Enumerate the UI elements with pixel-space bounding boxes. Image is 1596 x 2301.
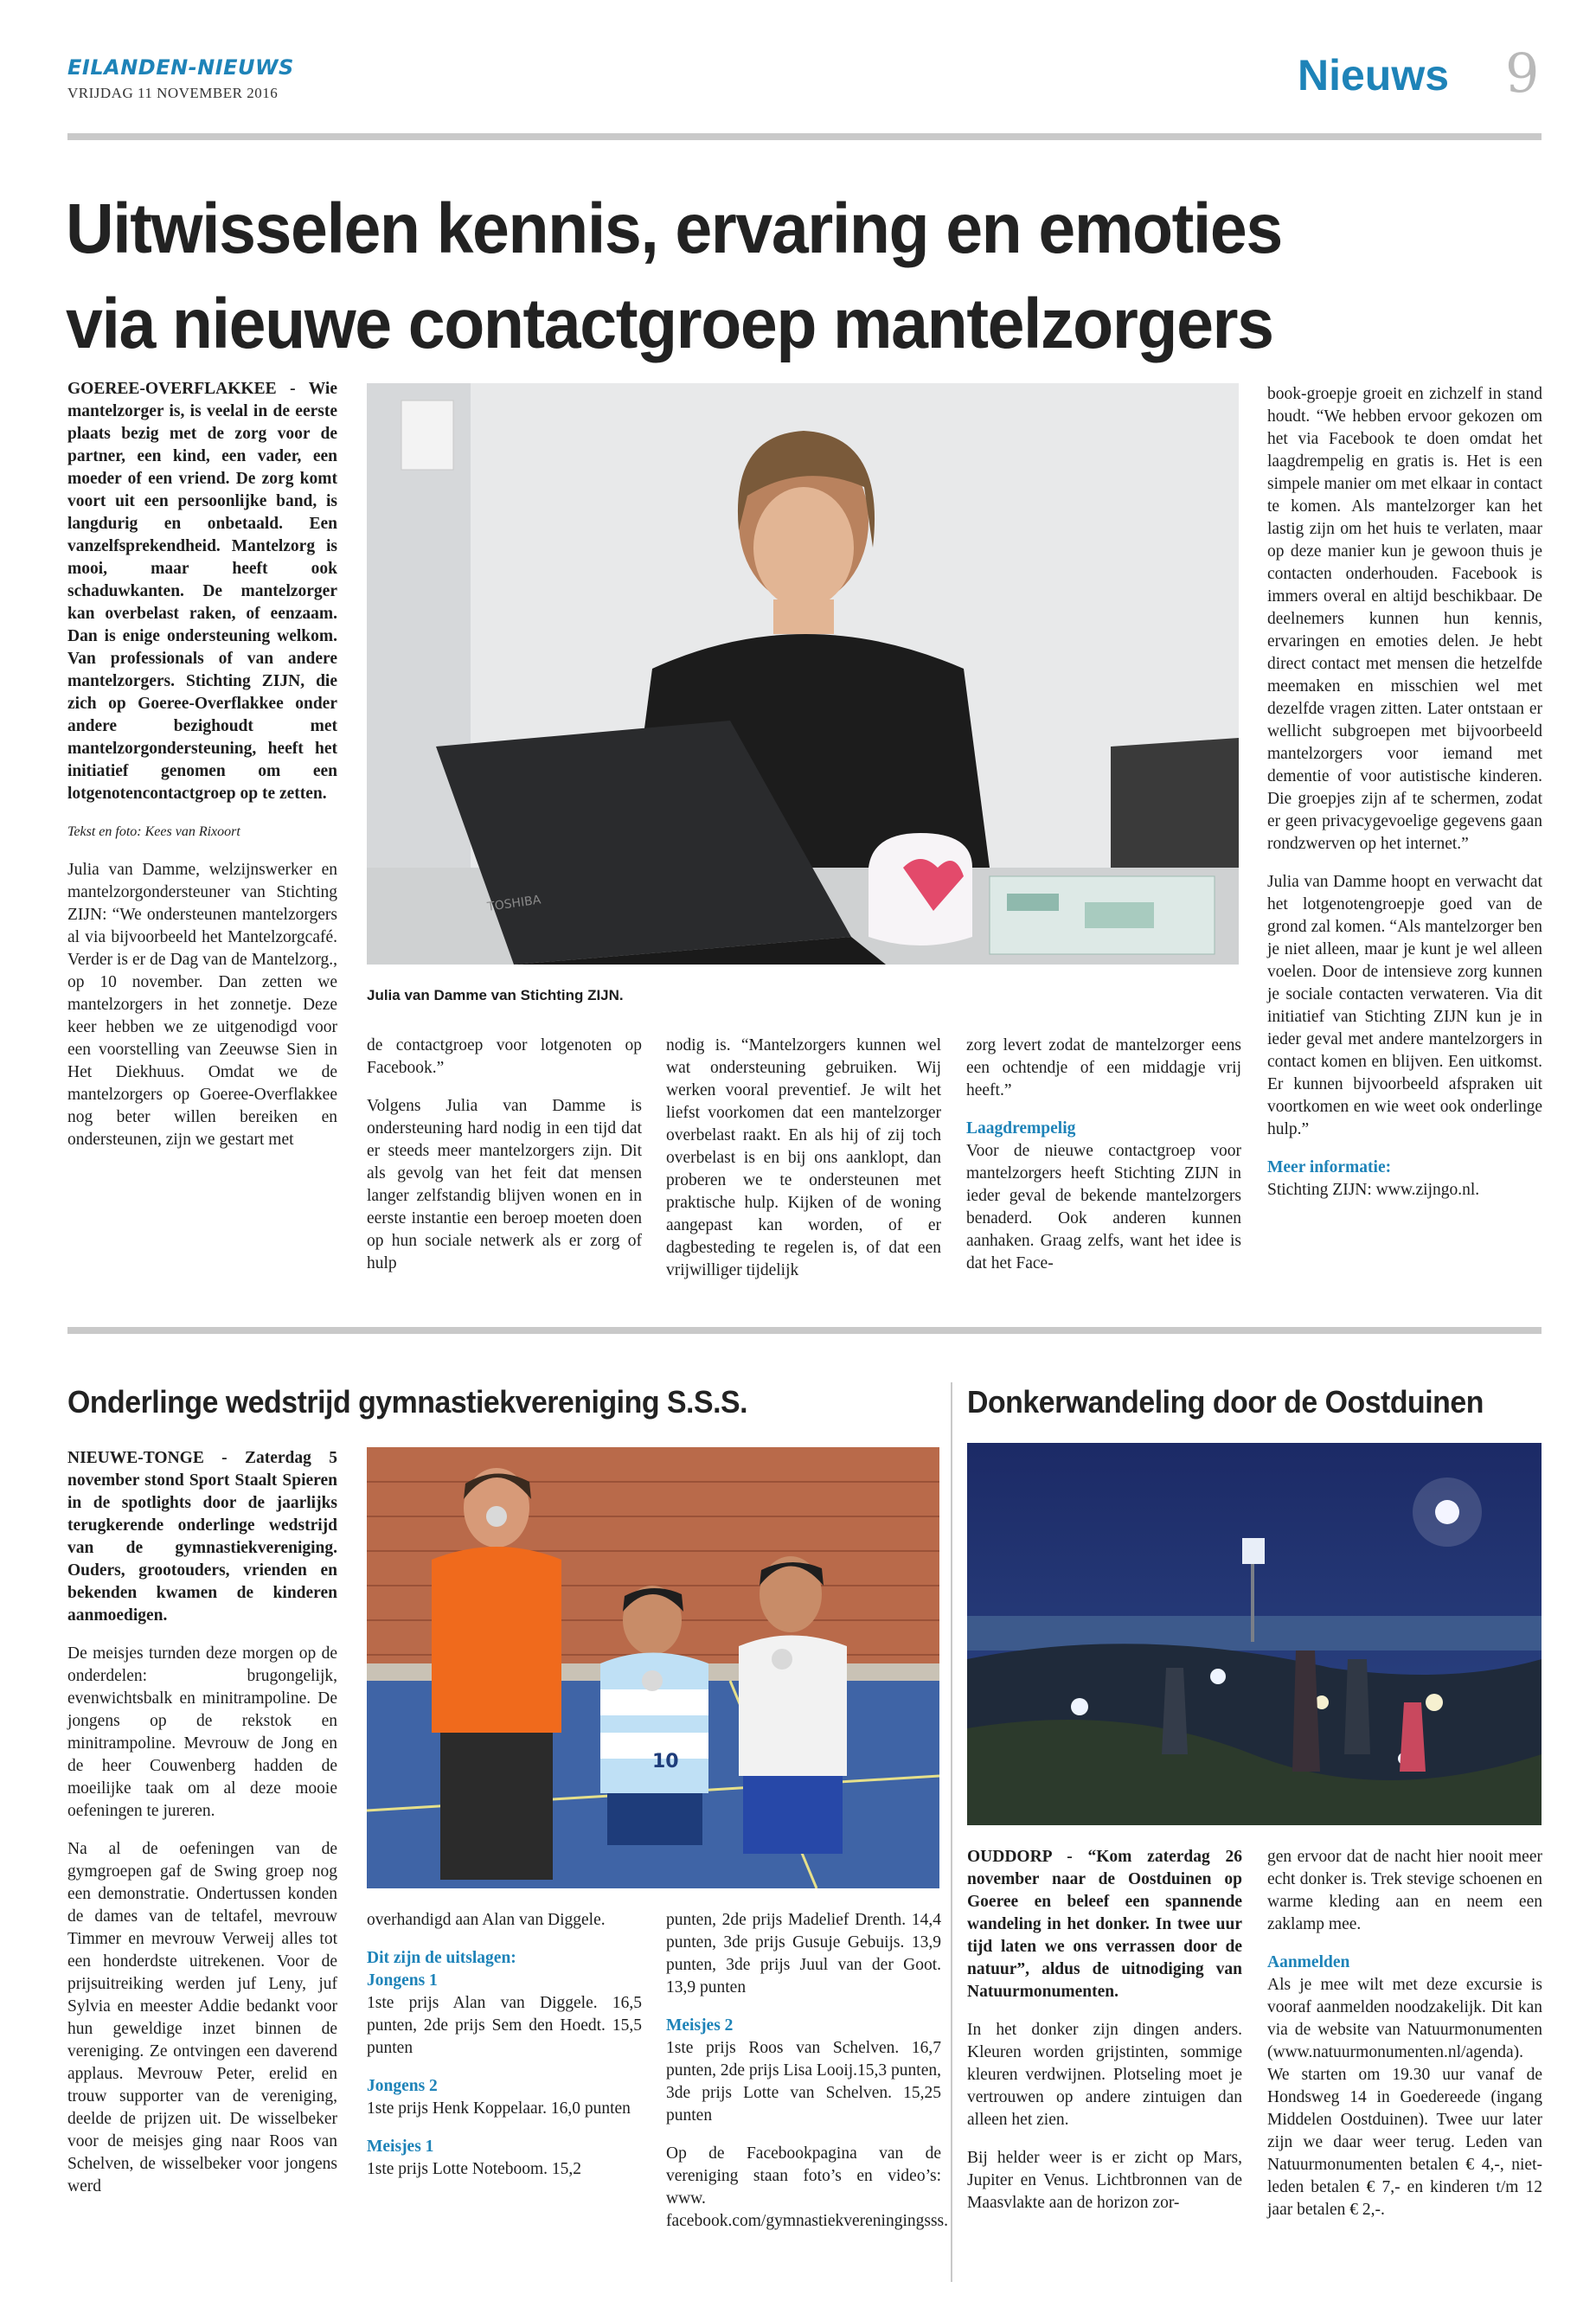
article1-col4-subhead: Laagdrempelig	[966, 1119, 1076, 1138]
article3-p1: In het donker zijn dingen anders. Kleuren worden grijstinten, sommige kleuren verdwijnen. Plotseling moet je vertrouwen op andere zintuigen dan alleen het zien.	[967, 2021, 1242, 2129]
jongens2-label: Jongens 2	[367, 2077, 438, 2095]
brand-logo: EILANDEN-NIEUWS	[67, 55, 294, 80]
column-divider	[951, 1382, 952, 2282]
article2-photo	[367, 1447, 939, 1888]
article2-p2: Na al de oefeningen van de gymgroepen gaf de Swing groep nog een demonstratie. Ondertussen konden de dames van de teltafel, mevrouw Timmer en mevrouw Verweij alles tot een honderdste uitrekenen. Voor de prijsuitreiking werden juf Leny, juf Sylvia en meester Addie bedankt voor hun geweldige inzet binnen de vereniging. Ze ontvingen een daverend applaus. Mevrouw Peter, erelid en trouw supporter van de vereniging, deelde de prijzen uit. De wisselbeker voor de meisjes ging naar Roos van Schelven, de wisselbeker voor jongens werd	[67, 1840, 337, 2195]
article1-column-1	[67, 378, 337, 1167]
section-title: Nieuws	[1298, 51, 1450, 99]
article2-p1: De meisjes turnden deze morgen op de onderdelen: brugongelijk, evenwichtsbalk en minitrampoline. De jongens op de rekstok en minitrampoline. Mevrouw de Jong en de heer Couwenberg hadden de moeilijke taak om al deze mooie oefeningen te jureren.	[67, 1644, 337, 1820]
article3-col2-p1: gen ervoor dat de nacht hier nooit meer echt donker is. Trek stevige schoenen en warme kleding aan en neem een zaklamp mee.	[1267, 1848, 1542, 1933]
article3-subhead: Aanmelden	[1267, 1953, 1350, 1971]
article1-col1-body: Julia van Damme, welzijnswerker en mantelzorgondersteuner van Stichting ZIJN: “We ondersteunen mantelzorgers al via bijvoorbeeld het Mantelzorgcafé. Verder is er de Dag van de Mantelzorg., op 10 november. Dan zetten we mantelzorgers in het zonnetje. Deze keer hebben we ze uitgenodigd voor een voorstelling van Zeeuwse Sien in Het Diekhuus. Omdat we de mantelzorgers op Goeree-Overflakkee nog beter willen bereiken en ondersteunen, zijn we gestart met	[67, 861, 337, 1149]
article3-col2-p2: Als je mee wilt met deze excursie is vooraf aanmelden noodzakelijk. Dit kan via de website van Natuurmonumenten (www.natuurmonumenten.nl/agenda). We starten om 19.30 uur vanaf de Hondsweg 14 in Goedereede (ingang Middelen Oostduinen). Twee uur later zijn we daar weer terug. Leden van Natuurmonumenten betalen € 4,-, niet-leden betalen € 7,- en kinderen t/m 12 jaar betalen € 2,-.	[1267, 1976, 1542, 2219]
shirt-number: 10	[652, 1751, 679, 1772]
article1-col2-p2: Volgens Julia van Damme is ondersteuning hard nodig in een tijd dat er steeds meer mantelzorgers zijn. Dit als gevolg van het feit dat mensen langer zelfstandig blijven wonen en in eerste instantie een beroep moeten doen op hun sociale netwerk als er zorg of hulp	[367, 1097, 642, 1272]
julia-photo-illustration	[367, 383, 1239, 965]
article2-col2-p1: overhandigd aan Alan van Diggele.	[367, 1911, 606, 1929]
meisjes1-label: Meisjes 1	[367, 2138, 434, 2156]
page-number: 9	[1505, 42, 1540, 105]
article2-headline: Onderlinge wedstrijd gymnastiekvereniging S.S.S.	[67, 1384, 748, 1420]
section-rule	[67, 1327, 1542, 1334]
meisjes2-label: Meisjes 2	[666, 2016, 734, 2035]
article1-column-3	[666, 1035, 941, 1298]
article1-column-4	[966, 1035, 1241, 1291]
header-rule	[67, 133, 1542, 140]
headline-line-1: Uitwisselen kennis, ervaring en emoties	[66, 189, 1282, 268]
article2-col3-p3: Op de Facebookpagina van de vereniging staan foto’s en video’s: www. facebook.com/gymnastiekvereningingsss.	[666, 2144, 949, 2230]
article1-col3-body: nodig is. “Mantelzorgers kunnen wel wat ondersteuning gebruiken. Wij werken vooral preventief. Je wilt het liefst voorkomen dat een mantelzorger overbelast raakt. En als hij of zij toch overbelast is en bij ons aanklopt, dan proberen we te ondersteunen met praktische hulp. Kijken of de woning aangepast kan worden, of er dagbesteding te regelen is, of dat een vrijwilliger tijdelijk	[666, 1036, 941, 1279]
article1-column-2	[367, 1035, 642, 1291]
jongens1-text: 1ste prijs Alan van Diggele. 16,5 punten, 2de prijs Sem den Hoedt. 15,5 punten	[367, 1994, 642, 2057]
article3-p2: Bij helder weer is er zicht op Mars, Jupiter en Venus. Lichtbronnen van de Maasvlakte aan de horizon zor-	[967, 2149, 1242, 2212]
article2-column-2	[367, 1909, 642, 2196]
meisjes1-text: 1ste prijs Lotte Noteboom. 15,2	[367, 2160, 582, 2178]
article1-lead: GOEREE-OVERFLAKKEE - Wie mantelzorger is, is veelal in de eerste plaats bezig met de zorg voor de partner, een kind, een vader, een moeder of een vriend. De zorg komt voort uit een persoonlijke band, is langdurig en onbetaald. Een vanzelfsprekendheid. Mantelzorg is mooi, maar heeft ook schaduwkanten. De mantelzorger kan overbelast raken, of eenzaam. Dan is enige ondersteuning welkom. Van professionals of van andere mantelzorgers. Stichting ZIJN, die zich op Goeree-Overflakkee onder andere bezighoudt met mantelzorgondersteuning, heeft het initiatief genomen om een lotgenotencontactgroep op te zetten.	[67, 380, 337, 803]
article1-col2-p1: de contactgroep voor lotgenoten op Facebook.”	[367, 1036, 642, 1077]
article3-column-1	[967, 1846, 1242, 2230]
article1-headline	[66, 182, 1448, 372]
meisjes2-text: 1ste prijs Roos van Schelven. 16,7 punten, 2de prijs Lisa Looij.15,3 punten, 3de prijs Lotte van Schelven. 15,25 punten	[666, 2039, 941, 2125]
article1-col4-p1: zorg levert zodat de mantelzorger eens een ochtendje of een middagje vrij heeft.”	[966, 1036, 1241, 1099]
article2-lead: NIEUWE-TONGE - Zaterdag 5 november stond Sport Staalt Spieren in de spotlights door de jaarlijks terugkerende onderlinge wedstrijd van de gymnastiekvereniging. Ouders, grootouders, vrienden en bekenden kwamen de kinderen aanmoedigen.	[67, 1449, 337, 1625]
night-walk-photo-illustration	[967, 1443, 1542, 1825]
article1-column-5	[1267, 383, 1542, 1202]
issue-date: VRIJDAG 11 NOVEMBER 2016	[67, 85, 279, 101]
laptop-brand: TOSHIBA	[486, 893, 542, 914]
article1-col5-p1: book-groepje groeit en zichzelf in stand houdt. “We hebben ervoor gekozen om het via Facebook te doen omdat het laagdrempelig en gratis is. Het is een simpele manier om met elkaar in contact te komen. Als mantelzorger kan het lastig zijn om het huis te verlaten, maar op deze manier kun je gewoon thuis je contacten onderhouden. Facebook is immers overal en altijd beschikbaar. De deelnemers kunnen hun kennis, ervaringen en emoties delen. Je hebt direct contact met mensen die hetzelfde meemaken en misschien wel met dezelfde vragen zitten. Later ontstaan er wellicht subgroepen met bijvoorbeeld mantelzorgers voor iemand met dementie of voor autistische kinderen. Die groepjes zijn af te schermen, zodat er geen privacygevoelige gegevens gaan rondzwerven op het internet.”	[1267, 385, 1542, 853]
article3-lead: OUDDORP - “Kom zaterdag 26 november naar de Oostduinen op Goeree en beleef een spannende wandeling in het donker. In twee uur tijd laten we ons verrassen door de natuur”, aldus de uitnodiging van Natuurmonumenten.	[967, 1848, 1242, 2001]
jongens2-text: 1ste prijs Henk Koppelaar. 16,0 punten	[367, 2099, 631, 2118]
article1-col5-p2: Julia van Damme hoopt en verwacht dat het lotgenotengroepje goed van de grond zal komen. “Als mantelzorger ben je niet alleen, maar je kunt je wel alleen voelen. Door de intensieve zorg kunnen je sociale contacten verwateren. Via dit initiatief van Stichting ZIJN kun je in ieder geval met andere mantelzorgers in contact komen en blijven. Een uitkomst. Er kunnen bijvoorbeeld afspraken uit voortkomen en wie weet ook onderlinge hulp.”	[1267, 873, 1542, 1138]
article2-column-1	[67, 1447, 337, 2214]
article1-col4-p2: Voor de nieuwe contactgroep voor mantelzorgers heeft Stichting ZIJN in ieder geval de bekende mantelzorgers benaderd. Ook anderen kunnen aanhaken. Graag zelfs, want het idee is dat het Face-	[966, 1142, 1241, 1272]
results-title: Dit zijn de uitslagen:	[367, 1949, 516, 1967]
article3-column-2	[1267, 1846, 1542, 2237]
headline-line-2: via nieuwe contactgroep mantelzorgers	[66, 285, 1273, 363]
article1-photo	[367, 383, 1239, 965]
article1-more-info-label: Meer informatie:	[1267, 1158, 1392, 1176]
article2-col3-p1: punten, 2de prijs Madelief Drenth. 14,4 punten, 3de prijs Gusuje Gebuijs. 13,9 punten, 3de prijs Juul van der Goot. 13,9 punten	[666, 1911, 941, 1997]
article2-column-3	[666, 1909, 949, 2248]
article1-photo-caption: Julia van Damme van Stichting ZIJN.	[367, 987, 624, 1003]
article1-credit: Tekst en foto: Kees van Rixoort	[67, 824, 240, 839]
article3-headline: Donkerwandeling door de Oostduinen	[967, 1384, 1484, 1420]
article3-photo	[967, 1443, 1542, 1825]
jongens1-label: Jongens 1	[367, 1971, 438, 1990]
article1-more-info-text: Stichting ZIJN: www.zijngo.nl.	[1267, 1181, 1480, 1199]
gymnastics-photo-illustration	[367, 1447, 939, 1888]
